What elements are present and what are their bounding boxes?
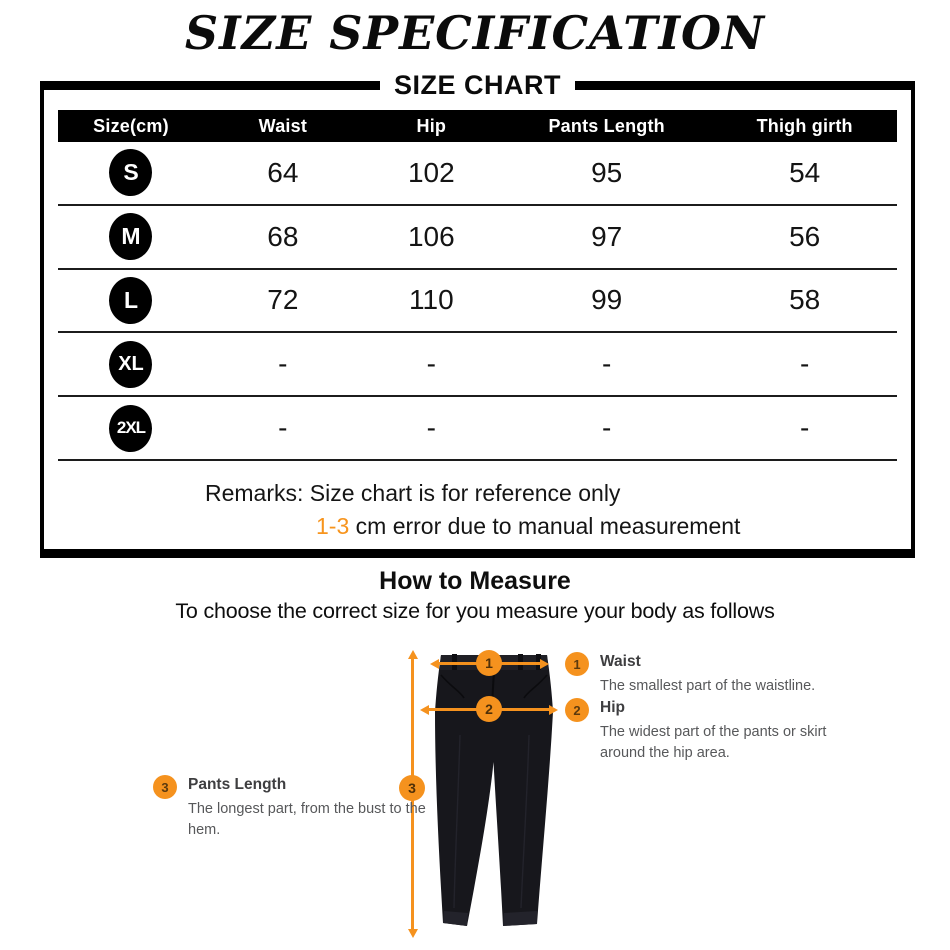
pants-image [430, 650, 558, 938]
cell-thigh-girth: 54 [789, 156, 821, 188]
remarks-line-1: Remarks: Size chart is for reference only [205, 480, 621, 506]
cell-thigh-girth: - [800, 348, 810, 380]
cell-pants-length: 97 [591, 220, 623, 252]
cell-hip: 102 [407, 156, 455, 188]
annotation-hip [565, 697, 828, 763]
size-chart-heading: SIZE CHART [394, 69, 561, 100]
table-row-s [58, 142, 897, 206]
cell-waist: - [278, 348, 288, 380]
size-badge-xl: XL [109, 341, 152, 388]
annotation-pants-length [153, 774, 436, 840]
cell-waist: - [278, 412, 288, 444]
table-body [58, 142, 897, 461]
arrow-up-icon [408, 650, 418, 659]
cell-thigh-girth: 58 [789, 284, 821, 316]
size-chart-box [40, 69, 915, 558]
cell-thigh-girth: - [800, 412, 810, 444]
table-header [58, 110, 897, 142]
remarks-highlight: 1-3 [316, 513, 350, 539]
size-chart-heading-row [40, 66, 915, 104]
how-to-measure-title: How to Measure [379, 567, 571, 595]
cell-hip: - [426, 348, 436, 380]
arrow-right-icon [549, 705, 558, 715]
heading-bar-left [40, 81, 380, 90]
annotation-waist [565, 651, 860, 697]
header-hip: Hip [416, 115, 447, 136]
cell-pants-length: - [602, 348, 612, 380]
header-size: Size(cm) [93, 115, 169, 136]
remarks-line-2 [316, 513, 740, 540]
annotation-number-1: 1 [565, 652, 589, 676]
annotation-label: Pants Length [188, 776, 287, 793]
size-badge-m: M [109, 213, 152, 260]
cell-hip: - [426, 412, 436, 444]
annotation-number-3: 3 [153, 775, 177, 799]
cell-waist: 64 [267, 156, 299, 188]
cell-hip: 106 [407, 220, 455, 252]
cell-pants-length: 95 [591, 156, 623, 188]
annotation-label: Hip [600, 699, 625, 716]
cell-waist: 68 [267, 220, 299, 252]
header-thigh-girth: Thigh girth [756, 115, 853, 136]
table-row-xl [58, 333, 897, 397]
size-badge-2xl: 2XL [109, 405, 152, 452]
annotation-desc: The widest part of the pants or skirt around the hip area. [600, 724, 827, 761]
arrow-left-icon [420, 705, 429, 715]
arrow-right-icon [540, 659, 549, 669]
header-pants-length: Pants Length [548, 115, 665, 136]
cell-waist: 72 [267, 284, 299, 316]
annotation-number-2: 2 [565, 698, 589, 722]
cell-pants-length: 99 [591, 284, 623, 316]
cell-pants-length: - [602, 412, 612, 444]
marker-2: 2 [476, 696, 502, 722]
remarks-rest: cm error due to manual measurement [349, 513, 741, 539]
table-row-m [58, 206, 897, 270]
marker-1: 1 [476, 650, 502, 676]
how-to-measure-subtitle: To choose the correct size for you measure your body as follows [175, 599, 775, 623]
arrow-down-icon [408, 929, 418, 938]
annotation-label: Waist [600, 653, 641, 670]
annotation-desc: The smallest part of the waistline. [600, 678, 816, 694]
cell-hip: 110 [409, 284, 454, 316]
table-row-l [58, 270, 897, 334]
arrow-left-icon [430, 659, 439, 669]
heading-bar-right [575, 81, 915, 90]
header-waist: Waist [258, 115, 308, 136]
annotation-desc: The longest part, from the bust to the hem. [188, 801, 426, 838]
marker-3: 3 [399, 775, 425, 801]
size-badge-l: L [109, 277, 152, 324]
table-row-2xl [58, 397, 897, 461]
size-badge-s: S [109, 149, 152, 196]
page-title: SIZE SPECIFICATION [184, 6, 766, 60]
cell-thigh-girth: 56 [789, 220, 821, 252]
